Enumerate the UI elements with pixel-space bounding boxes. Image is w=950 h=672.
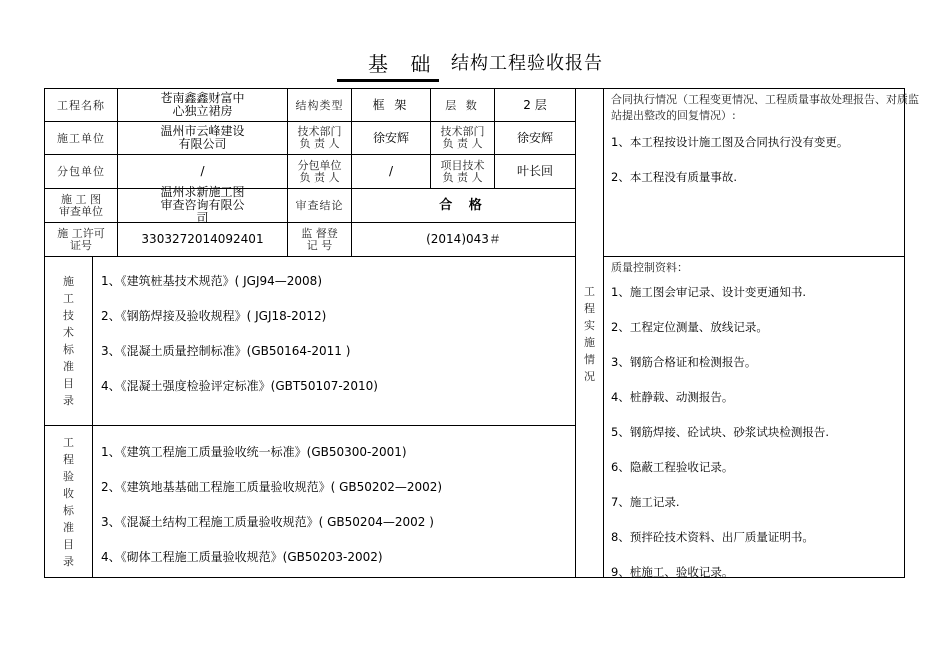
standard-item: 3、《混凝土质量控制标准》(GB50164-2011 ): [101, 344, 351, 358]
quality-item: 8、预拌砼技术资料、出厂质量证明书。: [611, 530, 814, 544]
tech-dept-label-2: 技术部门负 责 人: [431, 122, 495, 155]
structure-type-value: 框 架: [352, 89, 431, 122]
review-conclusion-value: 合 格: [352, 189, 576, 223]
quality-item: 5、钢筋焊接、砼试块、砂浆试块检测报告.: [611, 425, 829, 439]
standards-label: 施工技术标准目录: [45, 257, 93, 426]
construction-unit-value: 温州市云峰建设有限公司: [118, 122, 288, 155]
acceptance-item: 2、《建筑地基基础工程施工质量验收规范》( GB50202—2002): [101, 480, 443, 494]
permit-label: 施 工许可证号: [45, 223, 118, 257]
supervision-label: 监 督登 记 号: [288, 223, 352, 257]
standard-item: 4、《混凝土强度检验评定标准》(GBT50107-2010): [101, 379, 378, 393]
project-tech-label: 项目技术负 责 人: [431, 155, 495, 189]
quality-item: 6、隐蔽工程验收记录。: [611, 460, 734, 474]
acceptance-list: [93, 426, 576, 578]
quality-item: 2、工程定位测量、放线记录。: [611, 320, 768, 334]
project-name-value: 苍南鑫鑫财富中心独立裙房: [118, 89, 288, 122]
standards-list: [93, 257, 576, 426]
quality-item: 1、施工图会审记录、设计变更通知书.: [611, 285, 806, 299]
acceptance-item: 4、《砌体工程施工质量验收规范》(GB50203-2002): [101, 550, 383, 564]
floors-label: 层 数: [431, 89, 495, 122]
structure-type-label: 结构类型: [288, 89, 352, 122]
contract-item: 2、本工程没有质量事故.: [611, 170, 737, 184]
standard-item: 2、《钢筋焊接及验收规程》( JGJ18-2012): [101, 309, 327, 323]
review-unit-value: 温州求新施工图审查咨询有限公司: [118, 189, 288, 223]
tech-dept-value-2: 徐安辉: [495, 122, 576, 155]
quality-item: 4、桩静载、动测报告。: [611, 390, 734, 404]
floors-value: 2 层: [495, 89, 576, 122]
acceptance-item: 1、《建筑工程施工质量验收统一标准》(GB50300-2001): [101, 445, 407, 459]
sub-manager-value: /: [352, 155, 431, 189]
quality-item: 3、钢筋合格证和检测报告。: [611, 355, 757, 369]
acceptance-item: 3、《混凝土结构工程施工质量验收规范》( GB50204—2002 ): [101, 515, 434, 529]
title-main: 基 础: [368, 52, 439, 76]
project-tech-value: 叶长回: [495, 155, 576, 189]
report-title: [0, 48, 950, 84]
review-conclusion-label: 审查结论: [288, 189, 352, 223]
subcontract-value: /: [118, 155, 288, 189]
contract-heading-2: 站提出整改的回复情况）:: [611, 109, 736, 122]
contract-section: [604, 89, 919, 257]
acceptance-label: 工程验收标准目录: [45, 426, 93, 578]
construction-unit-label: 施工单位: [45, 122, 118, 155]
title-underline: [337, 79, 439, 82]
standard-item: 1、《建筑桩基技术规范》( JGJ94—2008): [101, 274, 322, 288]
title-sub: 结构工程验收报告: [451, 53, 603, 74]
tech-dept-label: 技术部门负 责 人: [288, 122, 352, 155]
contract-heading-1: 合同执行情况（工程变更情况、工程质量事故处理报告、对质监: [611, 93, 919, 106]
subcontract-label: 分包单位: [45, 155, 118, 189]
project-name-label: 工程名称: [45, 89, 118, 122]
supervision-value: (2014)043＃: [352, 223, 576, 257]
quality-heading: 质量控制资料：: [611, 261, 688, 274]
report-table: [44, 88, 919, 578]
quality-item: 9、桩施工、验收记录。: [611, 565, 734, 578]
quality-section: [604, 257, 904, 578]
quality-item: 7、施工记录.: [611, 495, 680, 509]
permit-value: 3303272014092401: [118, 223, 288, 257]
review-unit-label: 施 工 图审查单位: [45, 189, 118, 223]
sub-manager-label: 分包单位负 责 人: [288, 155, 352, 189]
contract-item: 1、本工程按设计施工图及合同执行没有变更。: [611, 135, 849, 149]
tech-dept-value: 徐安辉: [352, 122, 431, 155]
implementation-label: 工程实施情况: [576, 89, 604, 578]
